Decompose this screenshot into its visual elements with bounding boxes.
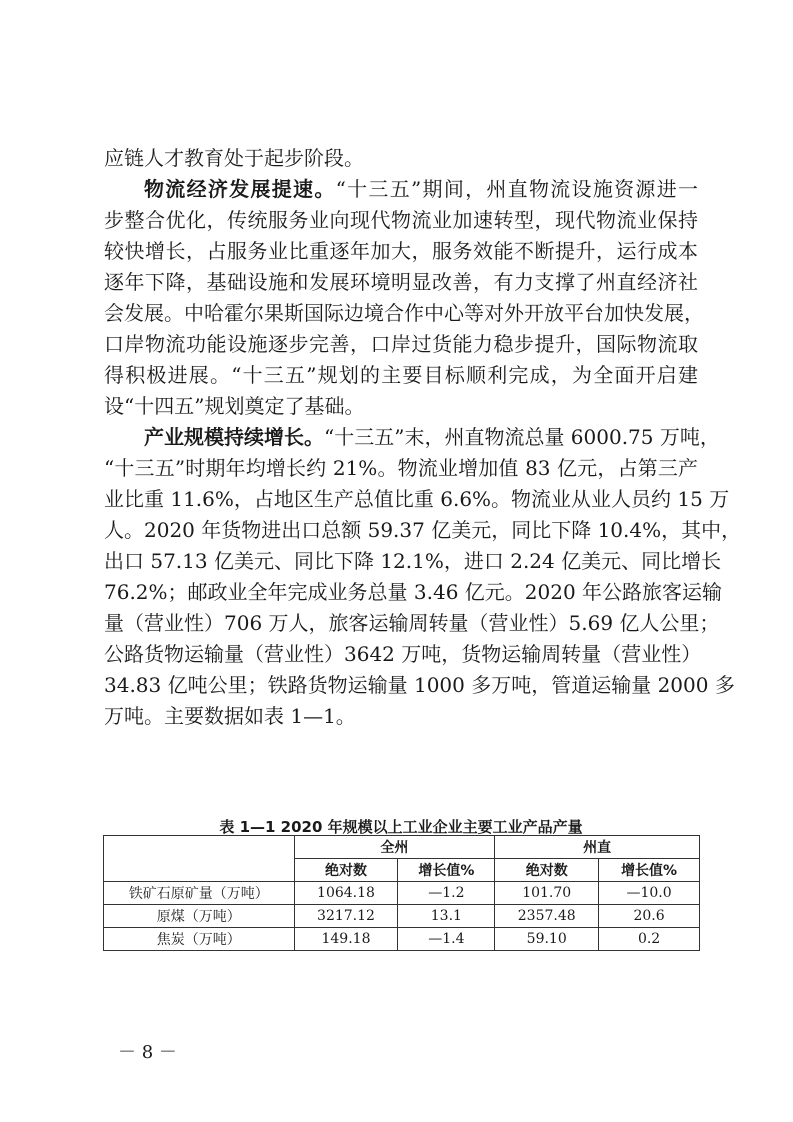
text-line: 人。2020 年货物进出口总额 59.37 亿美元，同比下降 10.4%，其中， [104, 518, 742, 542]
paragraph-heading: 产业规模持续增长。 [144, 425, 324, 449]
table-row [104, 905, 700, 928]
table-row [104, 928, 700, 951]
group-header-quanzhou: 全州 [294, 836, 495, 859]
table-title: 表 1—1 2020 年规模以上工业企业主要工业产品产量 [219, 818, 583, 836]
text-line: 76.2%；邮政业全年完成业务总量 3.46 亿元。2020 年公路旅客运输 [104, 580, 723, 604]
table-cell: —1.4 [398, 928, 495, 951]
table-cell: 101.70 [495, 882, 599, 905]
table-row [104, 882, 700, 905]
group-header-zhouzhi: 州直 [495, 836, 700, 859]
table-cell: 0.2 [599, 928, 700, 951]
text-line: 万吨。主要数据如表 1—1。 [104, 704, 356, 728]
table-cell: 3217.12 [294, 905, 398, 928]
subheader-growth: 增长值% [599, 859, 700, 882]
text-line: 公路货物运输量（营业性）3642 万吨，货物运输周转量（营业性） [104, 642, 702, 666]
table-cell: 59.10 [495, 928, 599, 951]
text-line: 物流经济发展提速。“十三五”期间，州直物流设施资源进一 [144, 177, 699, 201]
table-cell: 20.6 [599, 905, 700, 928]
text-line: 得积极进展。“十三五”规划的主要目标顺利完成，为全面开启建 [104, 363, 698, 387]
text-line: 较快增长，占服务业比重逐年加大，服务效能不断提升，运行成本 [104, 239, 698, 263]
table-cell: 13.1 [398, 905, 495, 928]
table-cell: —1.2 [398, 882, 495, 905]
product-output-table [103, 835, 700, 951]
table-header-row [104, 836, 700, 859]
text-line: 34.83 亿吨公里；铁路货物运输量 1000 多万吨，管道运输量 2000 多 [104, 673, 735, 697]
text-line: 逐年下降，基础设施和发展环境明显改善，有力支撑了州直经济社 [104, 270, 698, 294]
page-number: － 8 － [118, 1042, 177, 1063]
text-line: 产业规模持续增长。“十三五”末，州直物流总量 6000.75 万吨， [144, 425, 720, 449]
table-cell: 149.18 [294, 928, 398, 951]
text-line: 步整合优化，传统服务业向现代物流业加速转型，现代物流业保持 [104, 208, 698, 232]
table-corner-cell [104, 836, 295, 882]
subheader-absolute: 绝对数 [294, 859, 398, 882]
text-line: 业比重 11.6%，占地区生产总值比重 6.6%。物流业从业人员约 15 万 [104, 487, 730, 511]
text-line: 会发展。中哈霍尔果斯国际边境合作中心等对外开放平台加快发展， [104, 301, 704, 325]
subheader-absolute: 绝对数 [495, 859, 599, 882]
paragraph-heading: 物流经济发展提速。 [144, 177, 336, 201]
text-line: 量（营业性）706 万人，旅客运输周转量（营业性）5.69 亿人公里； [104, 611, 720, 635]
table-cell: —10.0 [599, 882, 700, 905]
text-line: “十三五”时期年均增长约 21%。物流业增加值 83 亿元，占第三产 [104, 456, 698, 480]
body-text [104, 143, 742, 732]
row-label: 焦炭（万吨） [104, 928, 295, 951]
text-line: 口岸物流功能设施逐步完善，口岸过货能力稳步提升，国际物流取 [104, 332, 698, 356]
text-line: 设“十四五”规划奠定了基础。 [104, 394, 365, 418]
text-line: 应链人才教育处于起步阶段。 [104, 146, 364, 170]
row-label: 原煤（万吨） [104, 905, 295, 928]
table-cell: 2357.48 [495, 905, 599, 928]
table-cell: 1064.18 [294, 882, 398, 905]
row-label: 铁矿石原矿量（万吨） [104, 882, 295, 905]
subheader-growth: 增长值% [398, 859, 495, 882]
text-line: 出口 57.13 亿美元、同比下降 12.1%，进口 2.24 亿美元、同比增长 [104, 549, 722, 573]
